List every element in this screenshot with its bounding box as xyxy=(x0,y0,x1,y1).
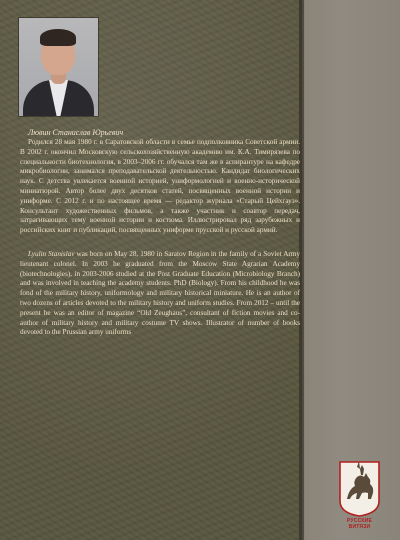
bio-english xyxy=(20,250,300,338)
bio-russian: Родился 28 мая 1980 г. в Саратовской области в семье подполковника Советской армии. В 2002 г. окончил Московскую сельскохозяйственную академию им. К.А. Тимирязева по специальности биотехнология, в 2003–2006 гг. обучался там же в аспирантуре на кафедре микробиологии, занимался преподавательской деятельностью. Кандидат биологических наук. С детства увлекается военной историей, униформологией и военно-исторической миниатюрой. Автор более двух десятков статей, посвященных военной истории и униформе. С 2012 г. и по настоящее время — редактор журнала «Старый Цейхгауз». Консультант художественных фильмов, а также участник и соавтор передач, затрагивающих тему военной истории и костюма. Иллюстрировал ряд зарубежных и российских книг и публикаций, посвященных униформе прусской и русской армий. xyxy=(20,138,300,235)
author-photo-hair xyxy=(40,29,76,46)
publisher-logo xyxy=(337,459,382,529)
publisher-name: РУССКИЕ ВИТЯЗИ xyxy=(347,518,372,530)
bio-english-text: was born on May 28, 1980 in Saratov Region in the family of a Soviet Army lieutenant colonel. In 2003 he graduated from the Moscow State Agrarian Academy (biotechnologies), in 2003-2006 studied at the Post Graduate Education (Microbiology Branch) and was involved in teaching the academy students. PhD (Biology). From his childhood he was fond of the military history, uniformology and military historical miniature. He is an author of two dozens of articles devoted to the military history and uniform studies. From 2012 – until the present he was an editor of magazine “Old Zeughaus”, consultant of fiction movies and co-author of military history and military costume TV shows. Illustrator of number of books devoted to the Prussian army uniforms xyxy=(20,249,300,337)
author-bio-block xyxy=(20,128,300,338)
author-photo xyxy=(19,18,98,116)
knight-horse-icon xyxy=(337,459,382,517)
author-name-ru: Лювин Станислав Юрьевич xyxy=(28,128,124,137)
author-name-en: Lyulin Stanislav xyxy=(28,249,75,258)
